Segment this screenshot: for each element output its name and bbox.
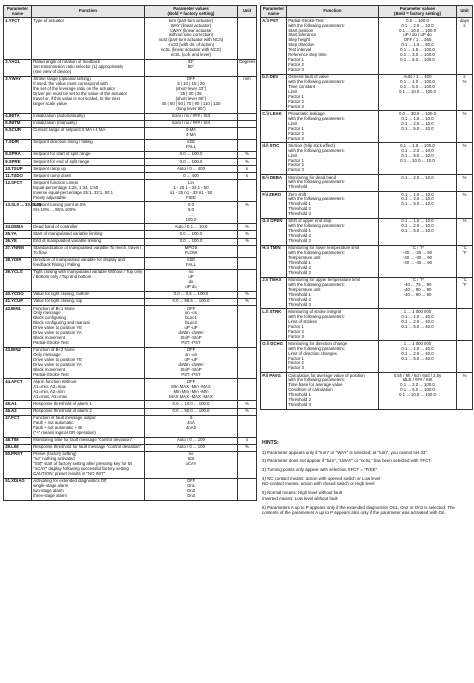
values-cell: OFF 5 | 10 | 15 | 20 (short lever 33°) 25 | 30 | 35 (short lever 90°) 40 | 50 | 60 | 70 | 90 | 110 | 130 (long lever 90°) — [145, 76, 238, 113]
function-cell: Monitoring for dead band with the following parameters: Threshold — [287, 174, 379, 191]
table-row — [4, 298, 257, 305]
unit-cell: % — [457, 218, 473, 245]
param-name-cell: H.\\ TMIN — [261, 245, 287, 277]
table-row — [4, 347, 257, 379]
table-row — [261, 218, 473, 245]
param-name-header: Parameter name — [4, 6, 32, 18]
values-cell: 0.0 ... 100.0 — [145, 159, 238, 166]
function-cell: Alarm function Without A1=min, A2=max A1=min, A2=min A1=max, A2=max — [32, 379, 145, 401]
function-cell: Standardization of manipulated variable To mech. travel / To flow — [32, 245, 145, 257]
values-cell: 0.0 ... 99.5 ... 100.0 — [145, 298, 238, 305]
unit-cell — [457, 341, 473, 373]
unit-cell: °C °F — [457, 277, 473, 309]
hints-section — [262, 440, 470, 519]
unit-cell — [238, 379, 257, 401]
param-name-cell: 8.SPRA — [4, 151, 32, 158]
table-row — [4, 305, 257, 347]
function-cell: Pneumatic leakage with the following parameters: Limit Factor 1 Factor 2 Factor 3 — [287, 111, 379, 143]
function-cell: Activating for extended diagnostics Off single-stage alarm two-stage alarm three-stage alarm — [32, 478, 145, 500]
unit-cell — [238, 415, 257, 437]
param-name-cell: 44.AFCT — [4, 379, 32, 401]
table-row — [4, 245, 257, 257]
unit-cell — [238, 257, 257, 269]
values-cell: 0.0 ... 100.0 — [145, 231, 238, 238]
function-cell: Setpoint for end of split range — [32, 159, 145, 166]
values-cell: 0.0 5.0 ... 100.0 — [145, 202, 238, 224]
values-cell: 1 ... 1 000 000 0.1 ... 1.0 ... 40.0 0.1 ... 2.0 ... 40.0 0.1 ... 5.0 ... 40.0 — [379, 309, 457, 341]
param-name-cell: 11.TSDO — [4, 173, 32, 180]
unit-cell: % — [238, 444, 257, 451]
param-name-cell: 36.YE — [4, 238, 32, 245]
unit-cell — [457, 309, 473, 341]
values-cell: °C / °F -40 ... 75 ... 90 -40 ... 80 ... 90 -40 ... 90 ... 90 — [379, 277, 457, 309]
function-cell: Response threshold for fault message "control deviation" — [32, 444, 145, 451]
function-cell: Response threshold of alarm 1 — [32, 401, 145, 408]
unit-cell — [238, 269, 257, 291]
table-row — [4, 291, 257, 298]
function-cell: Setpoint for start of split range — [32, 151, 145, 158]
table-row — [261, 191, 473, 218]
values-cell: Lin 1 - 25 1 - 33 1 - 50 n1 - 25 n1 - 33 n1 - 50 FrEE — [145, 180, 238, 202]
values-cell: 33° 90° — [145, 59, 238, 76]
unit-header: Unit — [238, 6, 257, 18]
table-row — [4, 139, 257, 151]
hint-item: 5) Normal means: High level without fault Inverted means: Low level without fault — [262, 490, 343, 501]
param-name-cell: G.\\ OPEN — [261, 218, 287, 245]
function-cell: Setpoint ramp up — [32, 166, 145, 173]
param-name-cell: 5.INITM — [4, 120, 32, 127]
param-name-cell: 2.YAGL — [4, 59, 32, 76]
table-row — [261, 372, 473, 409]
param-name-cell: 3.YWAY — [4, 76, 32, 113]
values-cell: Auto / 1 ... 400 0.1 ... 1.0 ... 100.0 0.1 ... 5.0 ... 100.0 0.1 ... 10.0 ... 100.0 — [379, 74, 457, 111]
unit-cell: % — [238, 159, 257, 166]
function-cell: Function of BI 1 None Only message Block configuring Block configuring and manual Drive valve to position YE Drive valve to position YA Block movement Partial-Stroke-Test — [32, 305, 145, 347]
values-cell: noini / no / ### / Strt — [145, 120, 238, 127]
function-cell: Setpoint ramp down — [32, 173, 145, 180]
unit-cell: % — [457, 174, 473, 191]
values-cell: 0.0 ... 100.0 — [145, 151, 238, 158]
table-row — [261, 111, 473, 143]
param-name-cell: 49.LIM — [4, 444, 32, 451]
hints-title: HINTS: — [262, 440, 279, 446]
unit-cell: % — [457, 191, 473, 218]
values-cell: 0.1 ... 2.0 ... 10.0 — [379, 174, 457, 191]
function-cell: Initialization (automatically) — [32, 113, 145, 120]
values-cell: no Strt oCAY — [145, 451, 238, 478]
left-parameter-table — [3, 5, 257, 501]
values-cell: 0.1 ... 1.0 ... 10.0 0.1 ... 2.0 ... 10.0 0.1 ... 5.0 ... 10.0 — [379, 218, 457, 245]
param-name-cell: 42.BIN1 — [4, 305, 32, 347]
param-name-cell: 50.PRST — [4, 451, 32, 478]
unit-cell: % — [238, 401, 257, 408]
values-cell: 1 ... 1 000 000 0.1 ... 1.0 ... 40.0 0.1 ... 2.0 ... 40.0 0.1 ... 5.0 ... 40.0 — [379, 341, 457, 373]
param-name-cell: F.\\ ZERO — [261, 191, 287, 218]
table-row — [4, 151, 257, 158]
table-row — [4, 120, 257, 127]
param-name-cell: C.\\ LEAK — [261, 111, 287, 143]
function-header: Function — [32, 6, 145, 18]
function-cell: Setpoint turning point at 0% 5% 10% ... 95% 100% — [32, 202, 145, 224]
param-name-cell: 46.A2 — [4, 408, 32, 415]
table-row — [261, 277, 473, 309]
param-name-cell: 37.YNRM — [4, 245, 32, 257]
function-cell: Current range of setpoint 0 MA / 4 MA — [32, 127, 145, 139]
values-cell: Auto / 0 ... 100 — [145, 444, 238, 451]
table-row — [4, 269, 257, 291]
right-table-body — [261, 18, 473, 410]
param-name-cell: 40.YCDO — [4, 291, 32, 298]
table-row — [4, 202, 257, 224]
values-cell: 4 4nA 4nAb — [145, 415, 238, 437]
function-cell: Function of fault message output Fault + not automatic Fault + not automatic + BI ("+" means logical OR operation) — [32, 415, 145, 437]
table-row — [4, 444, 257, 451]
param-name-cell: 6.SCUR — [4, 127, 32, 139]
param-name-cell: O.\\ DCHG — [261, 341, 287, 373]
table-row — [261, 143, 473, 175]
unit-cell — [238, 451, 257, 478]
unit-cell: % — [238, 231, 257, 238]
unit-cell: s — [238, 173, 257, 180]
table-row — [4, 257, 257, 269]
values-header: Parameter values (Bold = factory setting) — [379, 6, 457, 18]
function-cell: Dead band of controller — [32, 224, 145, 231]
param-name-cell: 9.SPRE — [4, 159, 32, 166]
unit-cell — [238, 245, 257, 257]
left-table-body — [4, 18, 257, 501]
values-cell: Auto / 0 ... 100 — [145, 437, 238, 444]
unit-cell: days s — [457, 18, 473, 75]
table-row — [4, 18, 257, 60]
values-cell: no uP do uP do — [145, 269, 238, 291]
unit-cell: s % — [457, 74, 473, 111]
table-row — [261, 18, 473, 75]
param-name-cell: P.\\ PAVG — [261, 372, 287, 409]
param-name-cell: 34.DEBA — [4, 224, 32, 231]
function-cell: Initialization (manually) — [32, 120, 145, 127]
function-cell: Monitoring of stroke integral with the following parameters: Limit of strokes Factor 1 Factor 2 Factor 3 — [287, 309, 379, 341]
values-cell: Auto / 0.1 ... 10.0 — [145, 224, 238, 231]
values-cell: 0.5h / 8h / 5d / 60d / 2.5y IdLE / ### / Strt 0.1 ... 2.0 ... 100.0 0.1 ... 5.0 ... 100.0 0.1 ... 10.0 ... 100.0 — [379, 372, 457, 409]
function-cell: Rated angle of rotation of feedback Set transmission ratio selector (1) appropriately (see view of device) — [32, 59, 145, 76]
table-row — [4, 415, 257, 437]
param-name-cell: 13.SL0 ... 33.SL20 — [4, 202, 32, 224]
values-cell: 0.0 ... 30.0 ... 100.0 0.1 ... 1.5 ... 10.0 0.1 ... 2.0 ... 10.0 0.1 ... 5.0 ... 10.0 — [379, 111, 457, 143]
values-cell: 0.0 ... 0.5 ... 100.0 — [145, 291, 238, 298]
function-cell: Preset (factory setting) "no" nothing activated "Strt" start of factory setting after pressing key for 5s "oCAY" display following successful factory setting CAUTION: preset results in "NO INIT" — [32, 451, 145, 478]
table-header-row — [4, 6, 257, 18]
table-row — [4, 379, 257, 401]
hints-list — [262, 450, 470, 516]
function-cell: Monitoring for lower temperature limit with the following parameters: Temperature unit Threshold 1 Threshold 2 Threshold 3 — [287, 245, 379, 277]
table-row — [4, 166, 257, 173]
param-name-cell: b.\\ DEV — [261, 74, 287, 111]
unit-cell: °C °F — [457, 245, 473, 277]
values-cell: 0.0 ... 100.0 — [145, 238, 238, 245]
function-cell: Setpoint direction rising / falling — [32, 139, 145, 151]
table-row — [4, 437, 257, 444]
values-header: Parameter values (Bold = factory setting) — [145, 6, 238, 18]
values-cell: Auto / 0 ... 400 — [145, 166, 238, 173]
table-row — [261, 174, 473, 191]
values-cell: 0.0 ... 90.0 ... 100.0 — [145, 408, 238, 415]
function-cell: Partial-Stroke-Test with the following parameters: Start position Start tolerance Step height Step direction Test interval Reference step time Factor 1 Factor 2 Factor 3 — [287, 18, 379, 75]
values-cell: MPOS FLOW — [145, 245, 238, 257]
function-cell: Function of BI 2 None Only message Drive valve to position YE Drive valve to position YA Block movement Partial-Stroke-Test — [32, 347, 145, 379]
param-name-cell: J.\\ TMAX — [261, 277, 287, 309]
unit-cell — [238, 139, 257, 151]
table-row — [4, 224, 257, 231]
unit-cell: % — [238, 151, 257, 158]
values-cell: 0 MA 4 MA — [145, 127, 238, 139]
param-name-cell: 45.A1 — [4, 401, 32, 408]
param-name-cell: 12.SFCT — [4, 180, 32, 202]
unit-cell: % — [238, 291, 257, 298]
function-cell: Value for tight closing, bottom — [32, 291, 145, 298]
function-cell: General fault of valve with the following parameters: Time constant Limit Factor 1 Factor 2 Factor 3 — [287, 74, 379, 111]
unit-cell — [238, 478, 257, 500]
unit-cell — [238, 180, 257, 202]
table-row — [4, 478, 257, 500]
param-name-cell: 10.TSUP — [4, 166, 32, 173]
function-cell: Start of manipulated variable limiting — [32, 231, 145, 238]
function-cell: Zero shift with the following parameters: Threshold 1 Threshold 2 Threshold 3 — [287, 191, 379, 218]
unit-cell: s — [238, 166, 257, 173]
table-row — [4, 238, 257, 245]
right-parameter-table — [260, 5, 473, 410]
unit-cell: mm — [238, 76, 257, 113]
table-row — [4, 173, 257, 180]
unit-cell: Degrees — [238, 59, 257, 76]
values-cell: OFF on -on uP -uP doWn -doWn StoP -StoP PST -PST — [145, 347, 238, 379]
unit-cell: % — [238, 408, 257, 415]
unit-header: Unit — [457, 6, 473, 18]
unit-cell: s — [238, 437, 257, 444]
table-row — [4, 401, 257, 408]
table-row — [261, 245, 473, 277]
param-name-cell: 39.YCLS — [4, 269, 32, 291]
values-cell: OFF On1 On2 On3 — [145, 478, 238, 500]
table-row — [4, 76, 257, 113]
values-cell: riSE FALL — [145, 139, 238, 151]
param-name-cell: 51.XDIAG — [4, 478, 32, 500]
param-name-cell: 35.YA — [4, 231, 32, 238]
param-name-header: Parameter name — [261, 6, 287, 18]
hint-item: 1) Parameter appears only if "turn" or "WAY" is selected; at "turn", you cannot set 33°. — [262, 449, 429, 455]
unit-cell: % — [238, 298, 257, 305]
function-cell: Type of actuator — [32, 18, 145, 60]
unit-cell — [238, 18, 257, 60]
table-row — [4, 113, 257, 120]
function-cell: Stiction (Slip stick effect) with the following parameters: Limit Factor 1 Factor 2 Factor 3 — [287, 143, 379, 175]
table-row — [261, 341, 473, 373]
function-cell: Calculation for average value of position with the following parameters: Time base for average value Condition of calculation Threshold 1 Threshold 2 Threshold 3 — [287, 372, 379, 409]
values-cell: OFF on -on bLoc1 bLoc2 uP -uP doWn -doWn StoP -StoP PST -PST — [145, 305, 238, 347]
unit-cell: % — [238, 202, 257, 224]
values-cell: 0.1 ... 1.0 ... 100.0 0.1 ... 2.0 ... 10.0 0.1 ... 5.0 ... 10.0 0.1 ... 10.0 ... 10.0 — [379, 143, 457, 175]
unit-cell: % — [238, 224, 257, 231]
table-row — [4, 231, 257, 238]
function-cell: Monitoring for direction change with the following parameters: Limit of direction changes Factor 1 Factor 2 Factor 3 — [287, 341, 379, 373]
values-cell: 0.1 ... 1.0 ... 10.0 0.1 ... 2.0 ... 10.0 0.1 ... 5.0 ... 10.0 — [379, 191, 457, 218]
param-name-cell: 48.TIM — [4, 437, 32, 444]
table-row — [261, 309, 473, 341]
table-row — [4, 59, 257, 76]
table-header-row — [261, 6, 473, 18]
values-cell: 0.0 ... 100.0 0.1 ... 2.0 ... 10.0 0.1 ... 10.0 ... 100.0 uP / do / uP do OFF / 1 ... 365 0.1 ... 1.0 ... 60.0 0.1 ... 1.5 ... 100.0 0.1 ... 3.0 ... 100.0 0.1 ... 5.0 ... 100.0 — [379, 18, 457, 75]
unit-cell — [238, 305, 257, 347]
hint-item: 6) Parameters A up to P appears only if the extended diagnostics On1, On2 or On3 is selected. The contents of the parameters A up to P appears also only if the parameter was activated with On. — [262, 504, 455, 516]
function-cell: End of manipulated variable limiting — [32, 238, 145, 245]
unit-cell: % — [457, 143, 473, 175]
param-name-cell: 38.YDIR — [4, 257, 32, 269]
function-cell: Response threshold of alarm 2 — [32, 408, 145, 415]
values-cell: riSE FALL — [145, 257, 238, 269]
param-name-cell: L.\\ STRK — [261, 309, 287, 341]
hint-item: 3) Turning points only appear with selection SFCT = "FrEE". — [262, 466, 379, 472]
table-row — [4, 180, 257, 202]
unit-cell: % — [457, 372, 473, 409]
param-name-cell: 7.SDIR — [4, 139, 32, 151]
values-cell: noini / no / ### / Strt — [145, 113, 238, 120]
unit-cell — [238, 113, 257, 120]
values-cell: 0.0 ... 10.0 ... 100.0 — [145, 401, 238, 408]
function-cell: Setpoint function Linear Equal-percentage 1:25, 1:33, 1:50 Inverse equal-percentage 25:1, 33:1, 50:1 Freely adjustable — [32, 180, 145, 202]
function-cell: Shift of upper end stop with the following parameters: Threshold 1 Threshold 2 Threshold 3 — [287, 218, 379, 245]
param-name-cell: 1.YFCT — [4, 18, 32, 60]
function-cell: Monitoring for upper temperature limit with the following parameters: Temperature unit Threshold 1 Threshold 2 Threshold 3 — [287, 277, 379, 309]
function-cell: Tight closing with manipulated variable Without / Top only / Bottom only / Top and bottom — [32, 269, 145, 291]
table-row — [4, 451, 257, 478]
values-cell: OFF MIn MAX -MIn -MAX MIn MIn -MIn -MIn MAX MAX -MAX -MAX — [145, 379, 238, 401]
unit-cell: % — [457, 111, 473, 143]
param-name-cell: 47.FCT — [4, 415, 32, 437]
param-name-cell: 43.BIN2 — [4, 347, 32, 379]
values-cell: turn (part-turn actuator) WAY (linear actuator) LWAY (linear actuator without sine correction) ncSt (part-turn actuator with NCS) -ncSt (with dir. of action) ncSL (linear actuator with NCS) ncSL (coll. and lever) — [145, 18, 238, 60]
hint-item: 4) NC contact means: action with opened switch or Low level NO contact means: action with closed switch or High level — [262, 475, 381, 487]
unit-cell — [238, 347, 257, 379]
function-cell: Stroke range (optional setting) If used, the value must correspond with the set of the leverage ratio on the actuator Driver pin must be set to the value of the actuator travel or, if this value is not scaled, to the next larger scale value — [32, 76, 145, 113]
unit-cell: % — [238, 238, 257, 245]
unit-cell — [238, 120, 257, 127]
param-name-cell: E.\\ DEBA — [261, 174, 287, 191]
values-cell: 0 ... 400 — [145, 173, 238, 180]
hint-item: 2) Parameter does not appear if "turn", "LWAY" or "ncSL" has been selected with YFCT. — [262, 458, 432, 464]
param-name-cell: d.\\ STIC — [261, 143, 287, 175]
table-row — [261, 74, 473, 111]
function-cell: Value for tight closing, top — [32, 298, 145, 305]
param-name-cell: A.\\ PST — [261, 18, 287, 75]
values-cell: °C / °F -40 ... -25 ... 90 -40 ... -30 ... 90 -40 ... -40 ... 90 — [379, 245, 457, 277]
function-cell: Monitoring time for fault message "control deviation" — [32, 437, 145, 444]
table-row — [4, 127, 257, 139]
function-cell: Direction of manipulated variable for display and feedback Rising / Falling — [32, 257, 145, 269]
table-row — [4, 408, 257, 415]
param-name-cell: 4.INITA — [4, 113, 32, 120]
function-header: Function — [287, 6, 379, 18]
unit-cell — [238, 127, 257, 139]
table-row — [4, 159, 257, 166]
param-name-cell: 41.YCUP — [4, 298, 32, 305]
